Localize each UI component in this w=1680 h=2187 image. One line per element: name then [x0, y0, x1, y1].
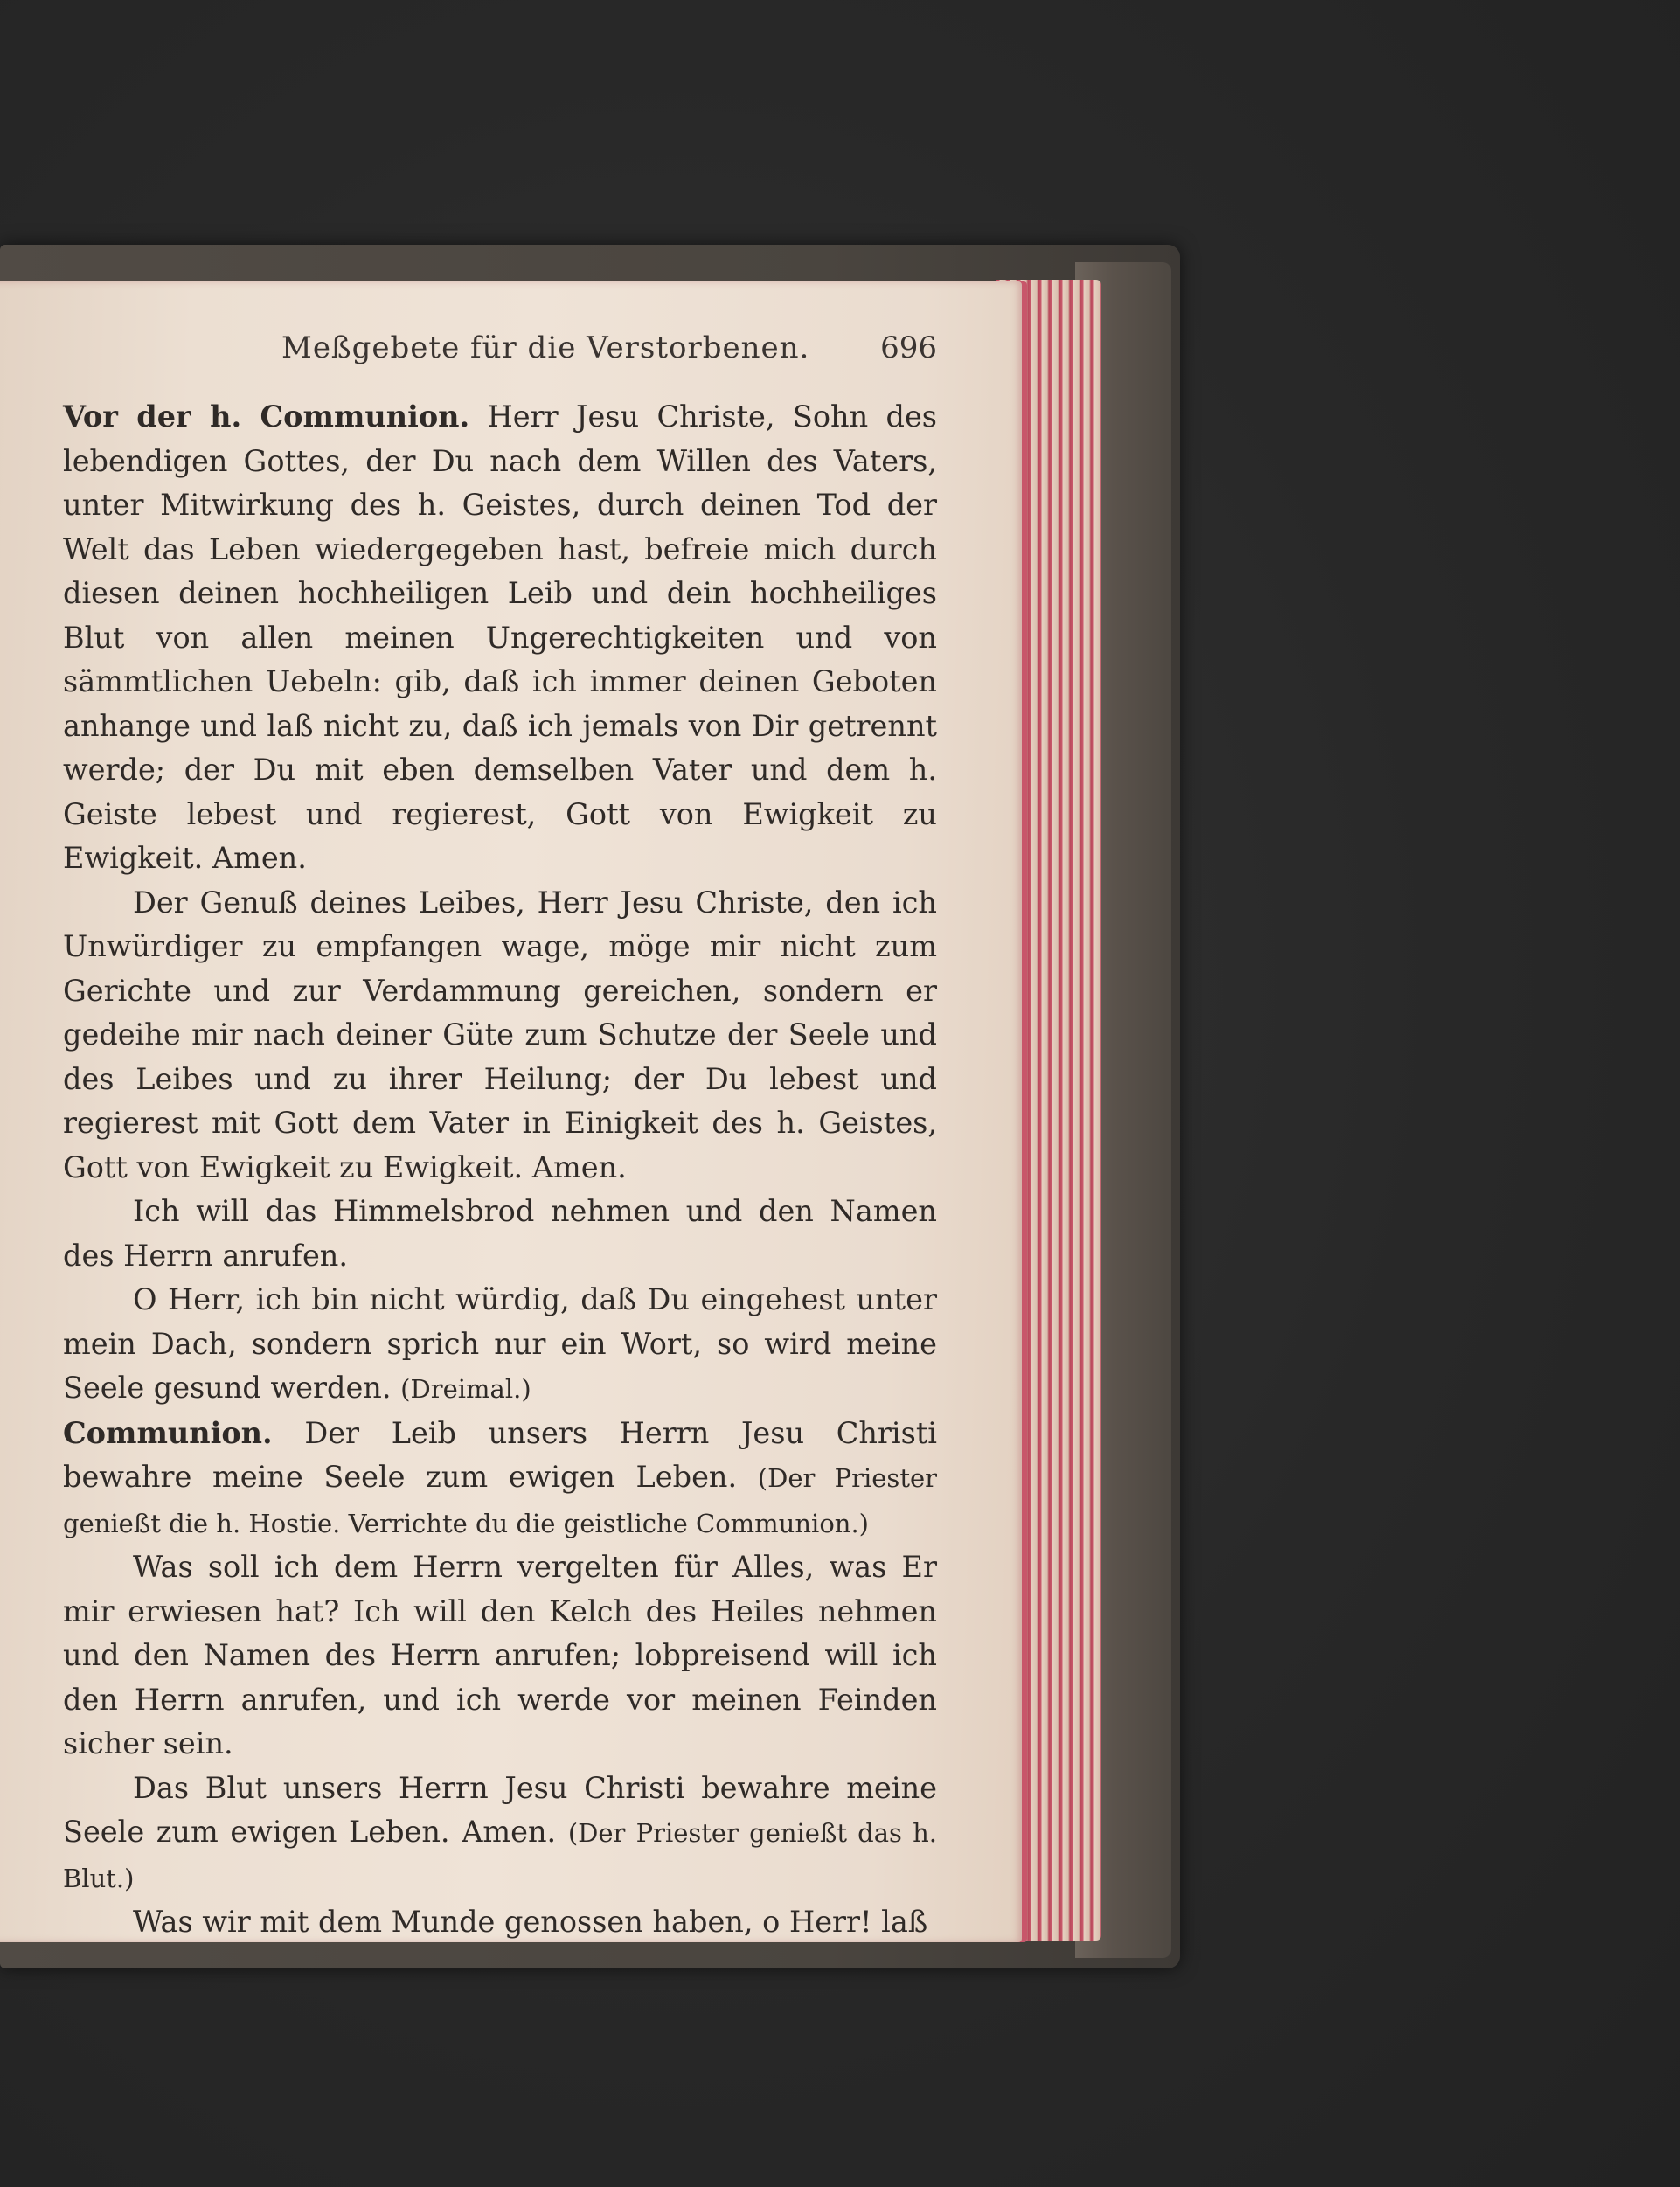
page-content — [63, 323, 937, 1945]
paragraph-text: Das Blut unsers Herrn Jesu Christi bewahre meine Seele zum ewigen Leben. Amen. — [63, 1770, 937, 1849]
paragraph — [63, 395, 937, 881]
paragraph-text: Ich will das Himmelsbrod nehmen und den Namen des Herrn anrufen. — [63, 1194, 937, 1273]
section-heading: Communion. — [63, 1415, 273, 1450]
page-number: 696 — [880, 330, 937, 365]
paragraph-text: Was soll ich dem Herrn vergelten für Alles, was Er mir erwiesen hat? Ich will den Kelch des Heiles nehmen und den Namen des Herrn anrufen; lobpreisend will ich den Herrn anrufen, und ich werde vor meinen Feinden sicher sein. — [63, 1550, 937, 1760]
running-head — [63, 323, 937, 385]
running-head-title: Meßgebete für die Verstorbenen. — [281, 330, 810, 365]
paragraph — [63, 881, 937, 1191]
paragraph — [63, 1545, 937, 1767]
paragraph-text: Herr Jesu Christe, Sohn des lebendigen Gottes, der Du nach dem Willen des Vaters, unter Mitwirkung des h. Geistes, durch deinen Tod der Welt das Leben wiedergegeben hast, befreie mich durch diesen deinen hochheiligen Leib und dein hochheiliges Blut von allen meinen Ungerechtigkeiten und von sämmtlichen Uebeln: gib, daß ich immer deinen Geboten anhange und laß nicht zu, daß ich jemals von Dir getrennt werde; der Du mit eben demselben Vater und dem h. Geiste lebest und regierest, Gott von Ewigkeit zu Ewigkeit. Amen. — [63, 399, 937, 875]
paragraph — [63, 1412, 937, 1546]
paragraph-text: Der Leib unsers Herrn Jesu Christi bewahre meine Seele zum ewigen Leben. — [63, 1415, 937, 1494]
paragraph — [63, 1767, 937, 1901]
section-heading: Vor der h. Communion. — [63, 399, 470, 434]
paragraph-text: Was wir mit dem Munde genossen haben, o Herr! laß — [133, 1905, 928, 1939]
rubric: (Der Priester genießt das h. Blut.) — [63, 1818, 937, 1893]
paragraph — [63, 1278, 937, 1412]
paragraph — [63, 1900, 937, 1945]
paragraph — [63, 1190, 937, 1278]
rubric: (Der Priester genießt die h. Hostie. Verrichte du die geistliche Communion.) — [63, 1463, 937, 1538]
rubric: (Dreimal.) — [400, 1374, 531, 1404]
body-text — [63, 395, 937, 1945]
book-page — [0, 281, 1027, 1942]
paragraph-text: Der Genuß deines Leibes, Herr Jesu Christe, den ich Unwürdiger zu empfangen wage, möge mir nicht zum Gerichte und zur Verdammung gereichen, sondern er gedeihe mir nach deiner Güte zum Schutze der Seele und des Leibes und zu ihrer Heilung; der Du lebest und regierest mit Gott dem Vater in Einigkeit des h. Geistes, Gott von Ewigkeit zu Ewigkeit. Amen. — [63, 885, 937, 1184]
paragraph-text: O Herr, ich bin nicht würdig, daß Du eingehest unter mein Dach, sondern sprich nur ein Wort, so wird meine Seele gesund werden. — [63, 1282, 937, 1405]
